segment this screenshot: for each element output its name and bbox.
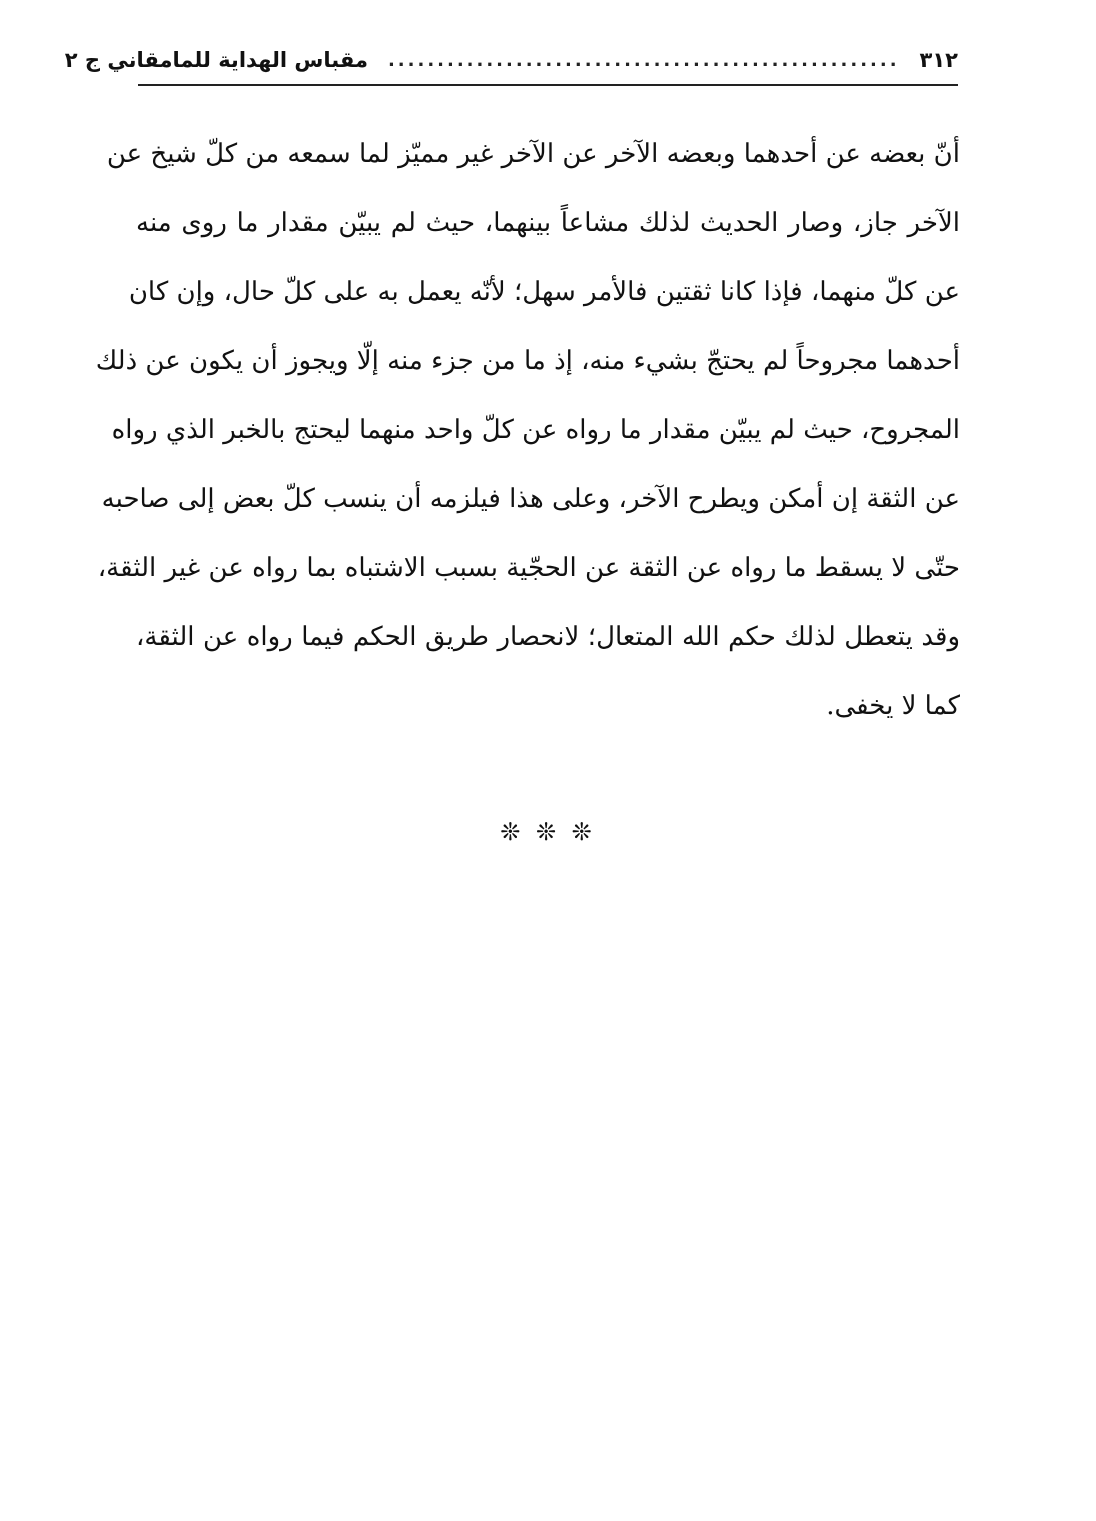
header-rule bbox=[138, 84, 958, 86]
page-number: ٣١٢ bbox=[919, 48, 958, 72]
text-line: الآخر جاز، وصار الحديث لذلك مشاعاً بينهما، حيث لم يبيّن مقدار ما روى منه bbox=[136, 208, 960, 238]
running-header bbox=[64, 40, 958, 80]
book-title: مقباس الهداية للمامقاني ج ٢ bbox=[64, 48, 368, 72]
text-line: عن كلّ منهما، فإذا كانا ثقتين فالأمر سهل؛ لأنّه يعمل به على كلّ حال، وإن كان bbox=[128, 277, 960, 307]
text-line: أحدهما مجروحاً لم يحتجّ بشيء منه، إذ ما من جزء منه إلّا ويجوز أن يكون عن ذلك bbox=[95, 346, 960, 376]
text-line: عن الثقة إن أمكن ويطرح الآخر، وعلى هذا فيلزمه أن ينسب كلّ بعض إلى صاحبه bbox=[101, 484, 960, 514]
body-text bbox=[95, 124, 960, 745]
text-line: المجروح، حيث لم يبيّن مقدار ما رواه عن كلّ واحد منهما ليحتج بالخبر الذي رواه bbox=[111, 415, 960, 445]
text-line: حتّى لا يسقط ما رواه عن الثقة عن الحجّية بسبب الاشتباه بما رواه عن غير الثقة، bbox=[97, 553, 960, 583]
header-leader-dots: .................................................... bbox=[387, 49, 900, 71]
section-divider-asterisms: ❊ ❊ ❊ bbox=[500, 818, 596, 846]
text-line-last: كما لا يخفى. bbox=[826, 691, 960, 721]
text-line: أنّ بعضه عن أحدهما وبعضه الآخر عن الآخر غير مميّز لما سمعه من كلّ شيخ عن bbox=[106, 139, 960, 169]
text-line: وقد يتعطل لذلك حكم الله المتعال؛ لانحصار طريق الحكم فيما رواه عن الثقة، bbox=[136, 622, 960, 652]
